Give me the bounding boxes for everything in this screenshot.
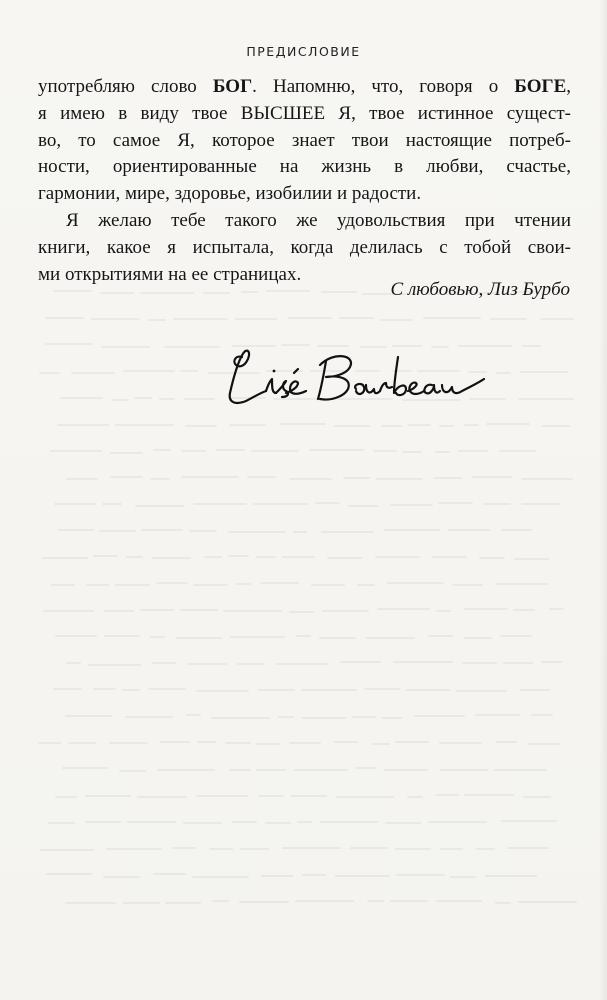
- show-through-stroke: [42, 557, 87, 559]
- show-through-stroke: [192, 876, 248, 878]
- show-through-stroke: [66, 478, 98, 480]
- show-through-stroke: [302, 874, 327, 876]
- show-through-stroke: [256, 556, 275, 558]
- show-through-stroke: [315, 502, 340, 504]
- show-through-stroke: [223, 610, 282, 612]
- show-through-stroke: [65, 715, 112, 717]
- show-through-stroke: [423, 317, 481, 319]
- text-fragment: ,: [566, 76, 571, 97]
- show-through-stroke: [256, 743, 280, 745]
- show-through-stroke: [165, 902, 200, 904]
- body-text: [38, 74, 571, 288]
- show-through-stroke: [109, 742, 148, 744]
- show-through-stroke: [235, 318, 277, 320]
- show-through-stroke: [102, 503, 123, 505]
- show-through-stroke: [282, 556, 315, 558]
- show-through-stroke: [501, 529, 532, 531]
- bold-word: БОГ: [212, 76, 253, 97]
- show-through-stroke: [339, 317, 374, 319]
- running-header: ПРЕДИСЛОВИЕ: [246, 44, 361, 59]
- show-through-stroke: [367, 900, 384, 902]
- show-through-stroke: [256, 769, 286, 771]
- show-through-stroke: [50, 450, 102, 452]
- show-through-stroke: [122, 689, 140, 691]
- show-through-stroke: [48, 822, 75, 824]
- show-through-stroke: [352, 716, 376, 718]
- show-through-stroke: [152, 662, 176, 664]
- show-through-stroke: [85, 821, 121, 823]
- show-through-stroke: [58, 529, 95, 531]
- show-through-stroke: [183, 822, 222, 824]
- show-through-stroke: [291, 795, 327, 797]
- show-through-stroke: [408, 424, 431, 426]
- show-through-stroke: [104, 610, 134, 612]
- show-through-stroke: [348, 505, 378, 507]
- show-through-stroke: [212, 900, 229, 902]
- show-through-stroke: [85, 795, 131, 797]
- show-through-stroke: [91, 318, 141, 320]
- show-through-stroke: [376, 478, 423, 480]
- show-through-stroke: [86, 584, 109, 586]
- show-through-stroke: [464, 608, 508, 610]
- show-through-stroke: [320, 821, 378, 823]
- show-through-stroke: [522, 345, 542, 347]
- show-through-stroke: [160, 741, 190, 743]
- show-through-stroke: [150, 478, 170, 480]
- show-through-stroke: [377, 608, 430, 610]
- show-through-stroke: [334, 741, 358, 743]
- show-through-stroke: [53, 688, 83, 690]
- show-through-stroke: [382, 717, 401, 719]
- text-fragment: употребляю слово: [38, 76, 213, 97]
- show-through-stroke: [384, 529, 440, 531]
- text-line: я имею в виду твое ВЫСШЕЕ Я, твое истинное сущест-: [38, 102, 571, 124]
- show-through-stroke: [327, 557, 362, 559]
- show-through-stroke: [479, 557, 505, 559]
- show-through-stroke: [521, 478, 573, 480]
- show-through-stroke: [232, 821, 257, 823]
- show-through-stroke: [406, 689, 449, 691]
- show-through-stroke: [436, 610, 451, 612]
- show-through-stroke: [495, 583, 549, 585]
- show-through-background: [30, 200, 590, 960]
- show-through-stroke: [350, 847, 389, 849]
- show-through-stroke: [531, 714, 552, 716]
- show-through-stroke: [125, 716, 172, 718]
- show-through-stroke: [159, 398, 174, 400]
- show-through-stroke: [485, 875, 537, 877]
- show-through-stroke: [266, 290, 311, 292]
- show-through-stroke: [295, 900, 353, 902]
- show-through-stroke: [106, 848, 162, 850]
- show-through-stroke: [296, 635, 311, 637]
- show-through-stroke: [156, 582, 188, 584]
- show-through-stroke: [334, 425, 369, 427]
- show-through-stroke: [228, 531, 286, 533]
- show-through-stroke: [462, 662, 496, 664]
- show-through-stroke: [436, 794, 458, 796]
- show-through-stroke: [340, 661, 381, 663]
- show-through-stroke: [251, 450, 299, 452]
- show-through-stroke: [127, 821, 176, 823]
- show-through-stroke: [289, 611, 314, 613]
- show-through-stroke: [229, 769, 251, 771]
- show-through-stroke: [101, 346, 150, 348]
- show-through-stroke: [43, 610, 94, 612]
- show-through-stroke: [186, 714, 200, 716]
- show-through-stroke: [240, 848, 269, 850]
- show-through-stroke: [45, 317, 84, 319]
- show-through-stroke: [496, 741, 518, 743]
- show-through-stroke: [196, 795, 248, 797]
- show-through-stroke: [230, 636, 285, 638]
- show-through-stroke: [181, 476, 239, 478]
- show-through-stroke: [247, 476, 276, 478]
- show-through-stroke: [518, 398, 574, 400]
- show-through-stroke: [54, 503, 96, 505]
- show-through-stroke: [45, 343, 93, 345]
- show-through-stroke: [258, 689, 295, 691]
- text-line: во, то самое Я, которое знает твои настоящие потреб-: [38, 129, 571, 151]
- show-through-stroke: [395, 741, 428, 743]
- show-through-stroke: [209, 848, 233, 850]
- show-through-stroke: [521, 503, 561, 505]
- show-through-stroke: [60, 397, 103, 399]
- show-through-stroke: [62, 767, 108, 769]
- show-through-stroke: [261, 875, 293, 877]
- show-through-stroke: [204, 556, 222, 558]
- show-through-stroke: [321, 531, 374, 533]
- show-through-stroke: [115, 424, 174, 426]
- show-through-stroke: [364, 688, 400, 690]
- show-through-stroke: [355, 767, 376, 769]
- show-through-stroke: [104, 635, 140, 637]
- show-through-stroke: [115, 584, 150, 586]
- show-through-stroke: [549, 608, 564, 610]
- show-through-stroke: [276, 663, 328, 665]
- show-through-stroke: [520, 689, 550, 691]
- show-through-stroke: [319, 637, 356, 639]
- show-through-stroke: [428, 635, 453, 637]
- show-through-stroke: [180, 609, 218, 611]
- show-through-stroke: [490, 318, 527, 320]
- show-through-stroke: [173, 318, 228, 320]
- show-through-stroke: [110, 476, 143, 478]
- show-through-stroke: [380, 319, 413, 321]
- show-through-stroke: [520, 371, 568, 373]
- show-through-stroke: [176, 637, 222, 639]
- show-through-stroke: [265, 822, 291, 824]
- show-through-stroke: [375, 556, 420, 558]
- show-through-stroke: [438, 502, 473, 504]
- show-through-stroke: [433, 477, 462, 479]
- show-through-stroke: [196, 690, 249, 692]
- show-through-stroke: [164, 346, 221, 348]
- show-through-stroke: [88, 664, 140, 666]
- show-through-stroke: [527, 743, 560, 745]
- show-through-stroke: [495, 902, 511, 904]
- text-line: гармонии, мире, здоровье, изобилии и радости.: [38, 183, 422, 205]
- page-edge-shadow: [599, 0, 607, 1000]
- show-through-stroke: [126, 556, 143, 558]
- show-through-stroke: [185, 425, 217, 427]
- text-line: книги, какое я испытала, когда делилась с тобой свои-: [38, 236, 571, 258]
- show-through-stroke: [514, 558, 549, 560]
- show-through-stroke: [153, 873, 187, 875]
- show-through-stroke: [289, 742, 322, 744]
- show-through-stroke: [279, 423, 326, 425]
- show-through-stroke: [258, 795, 284, 797]
- show-through-stroke: [464, 794, 514, 796]
- show-through-stroke: [476, 848, 494, 850]
- show-through-stroke: [450, 876, 476, 878]
- show-through-stroke: [189, 530, 217, 532]
- show-through-stroke: [282, 847, 340, 849]
- show-through-stroke: [152, 557, 190, 559]
- show-through-stroke: [440, 769, 488, 771]
- show-through-stroke: [57, 424, 109, 426]
- show-through-stroke: [456, 690, 506, 692]
- show-through-stroke: [483, 503, 511, 505]
- show-through-stroke: [385, 822, 421, 824]
- show-through-stroke: [301, 689, 357, 691]
- show-through-stroke: [472, 476, 512, 478]
- show-through-stroke: [211, 717, 270, 719]
- show-through-stroke: [540, 318, 575, 320]
- show-through-stroke: [494, 769, 547, 771]
- show-through-stroke: [390, 504, 432, 506]
- show-through-stroke: [172, 847, 196, 849]
- show-through-stroke: [518, 901, 577, 903]
- show-through-stroke: [140, 292, 194, 294]
- show-through-stroke: [228, 555, 249, 557]
- show-through-stroke: [39, 372, 60, 374]
- text-line: [38, 74, 571, 101]
- show-through-stroke: [253, 503, 308, 505]
- show-through-stroke: [66, 662, 80, 664]
- show-through-stroke: [293, 531, 307, 533]
- show-through-stroke: [148, 319, 166, 321]
- show-through-stroke: [390, 900, 427, 902]
- show-through-stroke: [93, 688, 115, 690]
- show-through-stroke: [71, 372, 115, 374]
- show-through-stroke: [432, 556, 467, 558]
- show-through-stroke: [100, 292, 134, 294]
- text-line: ности, ориентированные на жизнь в любви, счастье,: [38, 156, 571, 178]
- show-through-stroke: [216, 449, 245, 451]
- show-through-stroke: [503, 662, 534, 664]
- show-through-stroke: [193, 503, 247, 505]
- text-fragment: . Напомню, что, говоря о: [252, 76, 515, 97]
- show-through-stroke: [288, 317, 332, 319]
- show-through-stroke: [148, 688, 185, 690]
- show-through-stroke: [140, 609, 175, 611]
- show-through-stroke: [448, 529, 490, 531]
- show-through-stroke: [464, 424, 480, 426]
- show-through-stroke: [157, 769, 215, 771]
- show-through-stroke: [407, 796, 423, 798]
- show-through-stroke: [458, 450, 488, 452]
- show-through-stroke: [278, 716, 295, 718]
- show-through-stroke: [452, 584, 484, 586]
- show-through-stroke: [541, 661, 563, 663]
- text-line: Я желаю тебе такого же удовольствия при чтении: [66, 209, 571, 231]
- show-through-stroke: [513, 609, 535, 611]
- show-through-stroke: [294, 769, 348, 771]
- show-through-stroke: [336, 796, 393, 798]
- show-through-stroke: [439, 425, 454, 427]
- show-through-stroke: [111, 399, 129, 401]
- show-through-stroke: [335, 875, 390, 877]
- show-through-stroke: [134, 397, 151, 399]
- show-through-stroke: [197, 741, 216, 743]
- show-through-stroke: [193, 584, 228, 586]
- show-through-stroke: [393, 661, 453, 663]
- show-through-stroke: [119, 770, 146, 772]
- show-through-stroke: [428, 821, 487, 823]
- show-through-stroke: [123, 902, 160, 904]
- show-through-stroke: [53, 290, 93, 292]
- closing-signoff: С любовью, Лиз Бурбо: [390, 279, 570, 300]
- show-through-stroke: [402, 451, 422, 453]
- handwritten-signature: [222, 345, 494, 415]
- show-through-stroke: [309, 449, 364, 451]
- show-through-stroke: [236, 583, 251, 585]
- show-through-stroke: [414, 715, 465, 717]
- show-through-stroke: [40, 849, 95, 851]
- show-through-stroke: [321, 291, 357, 293]
- show-through-stroke: [311, 584, 345, 586]
- show-through-stroke: [93, 555, 118, 557]
- show-through-stroke: [475, 714, 520, 716]
- show-through-stroke: [55, 796, 77, 798]
- show-through-stroke: [435, 451, 450, 453]
- show-through-stroke: [137, 796, 187, 798]
- show-through-stroke: [51, 584, 75, 586]
- show-through-stroke: [180, 370, 198, 372]
- show-through-stroke: [141, 529, 184, 531]
- show-through-stroke: [496, 372, 510, 374]
- show-through-stroke: [357, 584, 375, 586]
- show-through-stroke: [65, 902, 116, 904]
- show-through-stroke: [289, 478, 331, 480]
- show-through-stroke: [241, 291, 259, 293]
- show-through-stroke: [395, 848, 431, 850]
- show-through-stroke: [239, 901, 288, 903]
- show-through-stroke: [387, 582, 444, 584]
- show-through-stroke: [68, 742, 96, 744]
- bold-word: БОГЕ: [514, 76, 567, 97]
- show-through-stroke: [507, 847, 549, 849]
- show-through-stroke: [46, 873, 92, 875]
- show-through-stroke: [464, 637, 492, 639]
- show-through-stroke: [322, 610, 369, 612]
- show-through-stroke: [150, 636, 165, 638]
- show-through-stroke: [110, 452, 143, 454]
- show-through-stroke: [486, 423, 530, 425]
- show-through-stroke: [436, 900, 482, 902]
- show-through-stroke: [153, 449, 171, 451]
- show-through-stroke: [123, 370, 175, 372]
- show-through-stroke: [542, 425, 570, 427]
- show-through-stroke: [203, 292, 230, 294]
- show-through-stroke: [103, 876, 140, 878]
- show-through-stroke: [229, 424, 266, 426]
- show-through-stroke: [384, 769, 428, 771]
- show-through-stroke: [439, 742, 483, 744]
- show-through-stroke: [297, 821, 312, 823]
- text-line: ми открытиями на ее страницах.: [38, 263, 302, 285]
- show-through-stroke: [372, 743, 390, 745]
- show-through-stroke: [396, 874, 445, 876]
- show-through-stroke: [373, 450, 397, 452]
- show-through-stroke: [184, 398, 215, 400]
- show-through-stroke: [523, 796, 550, 798]
- show-through-stroke: [381, 425, 402, 427]
- show-through-stroke: [260, 582, 299, 584]
- show-through-stroke: [343, 477, 370, 479]
- show-through-stroke: [99, 530, 135, 532]
- show-through-stroke: [500, 635, 532, 637]
- show-through-stroke: [366, 637, 415, 639]
- show-through-stroke: [501, 820, 557, 822]
- show-through-stroke: [237, 663, 265, 665]
- show-through-stroke: [187, 663, 227, 665]
- show-through-stroke: [55, 635, 97, 637]
- show-through-stroke: [302, 717, 347, 719]
- show-through-stroke: [38, 742, 61, 744]
- show-through-stroke: [181, 450, 207, 452]
- show-through-stroke: [440, 848, 463, 850]
- show-through-stroke: [135, 505, 184, 507]
- show-through-stroke: [499, 450, 536, 452]
- show-through-stroke: [225, 742, 251, 744]
